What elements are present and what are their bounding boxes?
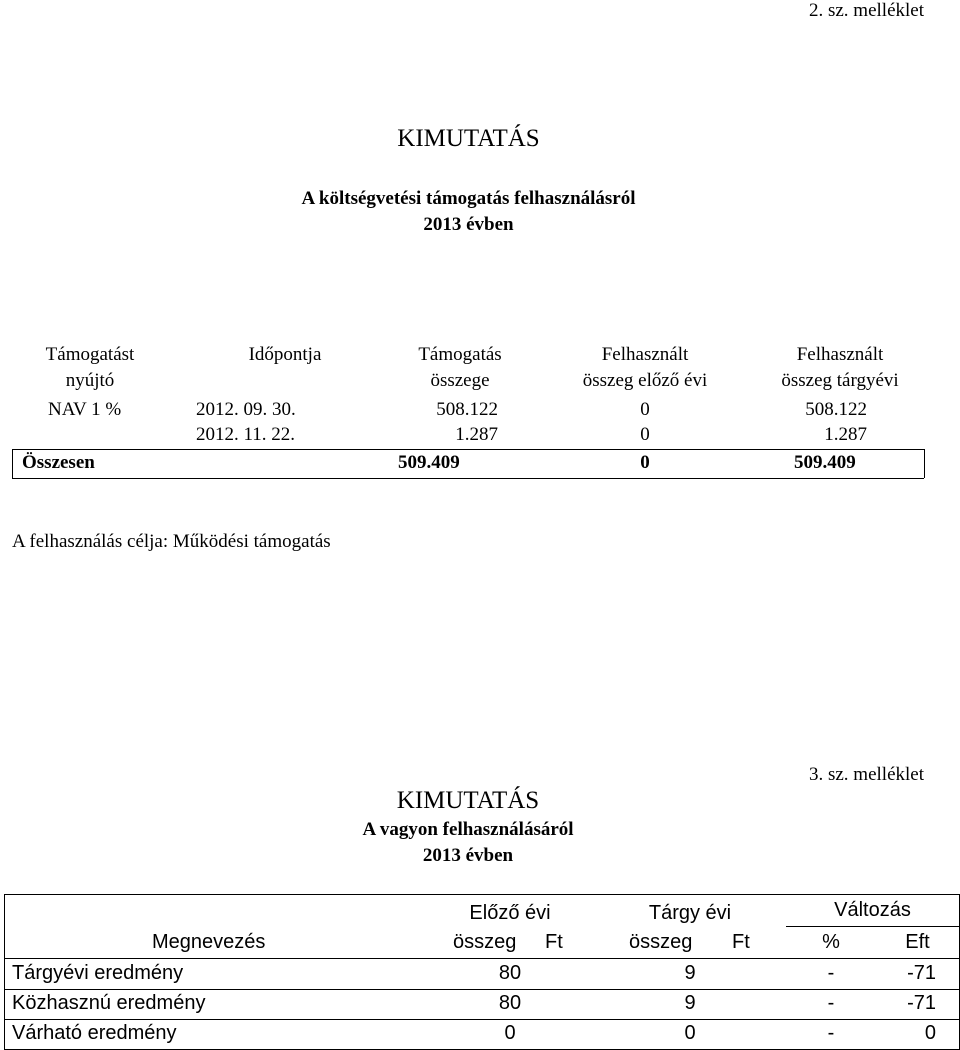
cell-pct: - [827,962,835,984]
purpose-text: A felhasználás célja: Működési támogatás [12,531,331,552]
header-provider-line2: nyújtó [65,370,115,391]
total-top-border [12,449,924,450]
cell-name: Közhasznú eredmény [12,992,206,1014]
cell-name: Várható eredmény [12,1022,177,1044]
header-provider-line1: Támogatást [45,344,135,365]
cell-prev: 0 [640,424,650,445]
annex-label: 2. sz. melléklet [808,0,924,21]
total-current: 509.409 [794,452,856,473]
total-amount: 509.409 [398,452,460,473]
header-amount-line1: Támogatás [418,344,502,365]
header-amount-line2: összege [430,370,490,391]
header-eft: Eft [905,931,930,953]
header-prev-unit: Ft [545,931,563,953]
cell-prev: 80 [498,962,522,984]
cell-eft: -71 [907,992,936,1014]
total-bottom-border [12,478,924,479]
cell-amount: 1.287 [455,424,498,445]
total-left-border [12,449,13,478]
cell-prev: 80 [498,992,522,1014]
header-current-line2: összeg tárgyévi [781,370,899,391]
report-year: 2013 évben [422,845,514,866]
report-subtitle: A költségvetési támogatás felhasználásról [301,188,636,209]
header-date: Időpontja [248,344,322,365]
cell-name: Tárgyévi eredmény [12,962,184,984]
cell-current: 1.287 [824,424,867,445]
header-prev-line1: Előző évi [469,902,551,924]
cell-pct: - [827,1022,835,1044]
cell-current: 508.122 [805,399,867,420]
report-subtitle: A vagyon felhasználásáról [362,819,574,840]
header-prev-line1: Felhasznált [601,344,689,365]
cell-amount: 508.122 [436,399,498,420]
total-right-border [924,449,925,478]
header-current-unit: Ft [732,931,750,953]
cell-current: 9 [684,962,696,984]
report-year: 2013 évben [423,214,514,235]
cell-date: 2012. 11. 22. [196,424,296,445]
cell-provider: NAV 1 % [48,399,122,420]
cell-current: 9 [684,992,696,1014]
cell-current: 0 [684,1022,696,1044]
header-current-line2: összeg [629,931,693,953]
total-prev: 0 [640,452,650,473]
report-title: KIMUTATÁS [396,787,540,814]
header-prev-line2: összeg [453,931,517,953]
header-current-line1: Felhasznált [796,344,884,365]
header-prev-line2: összeg előző évi [582,370,708,391]
header-pct: % [822,931,840,953]
header-change: Változás [834,899,911,921]
cell-pct: - [827,992,835,1014]
total-label: Összesen [22,452,95,473]
header-current-line1: Tárgy évi [648,902,732,924]
report-title: KIMUTATÁS [397,125,540,152]
annex-label: 3. sz. melléklet [808,764,924,785]
header-name: Megnevezés [152,931,266,953]
cell-prev: 0 [504,1022,516,1044]
cell-eft: 0 [924,1022,936,1044]
cell-prev: 0 [640,399,650,420]
cell-eft: -71 [907,962,936,984]
cell-date: 2012. 09. 30. [196,399,296,420]
